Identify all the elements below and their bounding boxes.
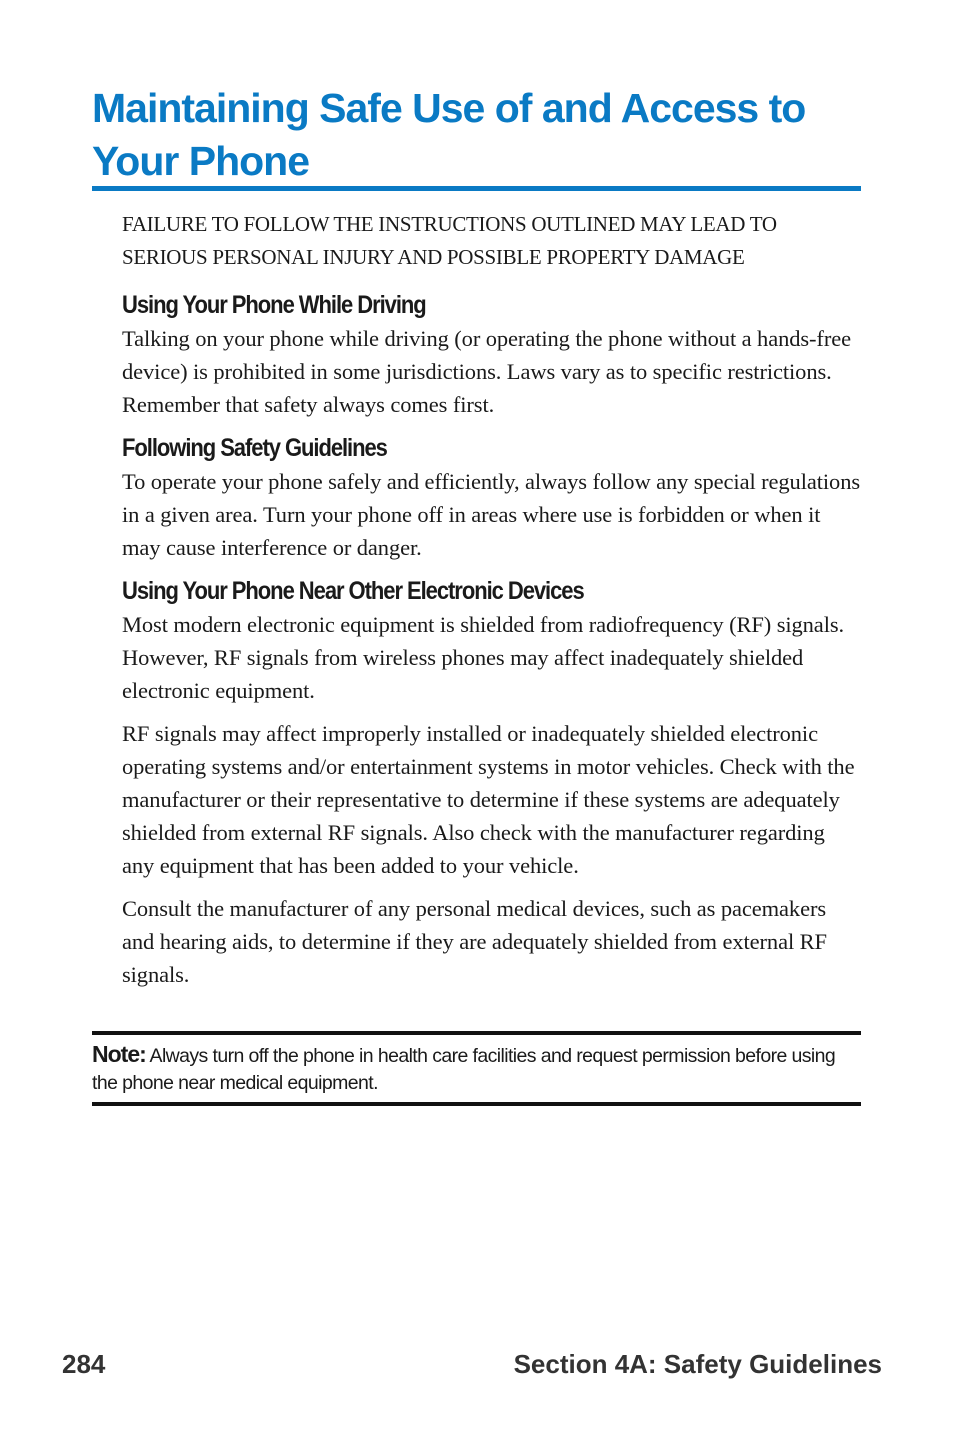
electronic-devices-paragraph-2: RF signals may affect improperly installed or inadequately shielded electronic operating systems and/or entertainment systems in motor vehicles. Check with the manufacturer or their representative to determine if these systems are adequately shielded from external RF signals. Also check with the manufacturer regarding any equipment that has been added to your vehicle. — [122, 721, 855, 878]
title-rule — [92, 186, 861, 191]
note-label: Note: — [92, 1041, 146, 1067]
note-box — [92, 1031, 861, 1106]
page-footer — [62, 1346, 882, 1382]
footer-section-title: Section 4A: Safety Guidelines — [513, 1349, 882, 1379]
heading-safety-guidelines: Following Safety Guidelines — [122, 434, 387, 462]
driving-paragraph: Talking on your phone while driving (or operating the phone without a hands-free device) is prohibited in some jurisdictions. Laws vary as to specific restrictions. Remember that safety always comes first. — [122, 326, 851, 417]
heading-electronic-devices: Using Your Phone Near Other Electronic Devices — [122, 577, 584, 605]
warning-text: FAILURE TO FOLLOW THE INSTRUCTIONS OUTLINED MAY LEAD TO SERIOUS PERSONAL INJURY AND POSSIBLE PROPERTY DAMAGE — [122, 212, 777, 269]
electronic-devices-paragraph-3: Consult the manufacturer of any personal medical devices, such as pacemakers and hearing aids, to determine if they are adequately shielded from external RF signals. — [122, 896, 827, 987]
safety-guidelines-paragraph: To operate your phone safely and efficiently, always follow any special regulations in a given area. Turn your phone off in areas where use is forbidden or when it may cause interference or danger. — [122, 469, 861, 560]
heading-driving: Using Your Phone While Driving — [122, 291, 426, 319]
page-number: 284 — [62, 1349, 106, 1379]
electronic-devices-paragraph-1: Most modern electronic equipment is shielded from radiofrequency (RF) signals. However, RF signals from wireless phones may affect inadequately shielded electronic equipment. — [122, 612, 845, 703]
main-content — [122, 208, 862, 1001]
note-paragraph — [92, 1041, 861, 1097]
page-title: Maintaining Safe Use of and Access to Your Phone — [92, 85, 806, 184]
note-text: Always turn off the phone in health care facilities and request permission before using the phone near medical equipment. — [92, 1045, 836, 1094]
